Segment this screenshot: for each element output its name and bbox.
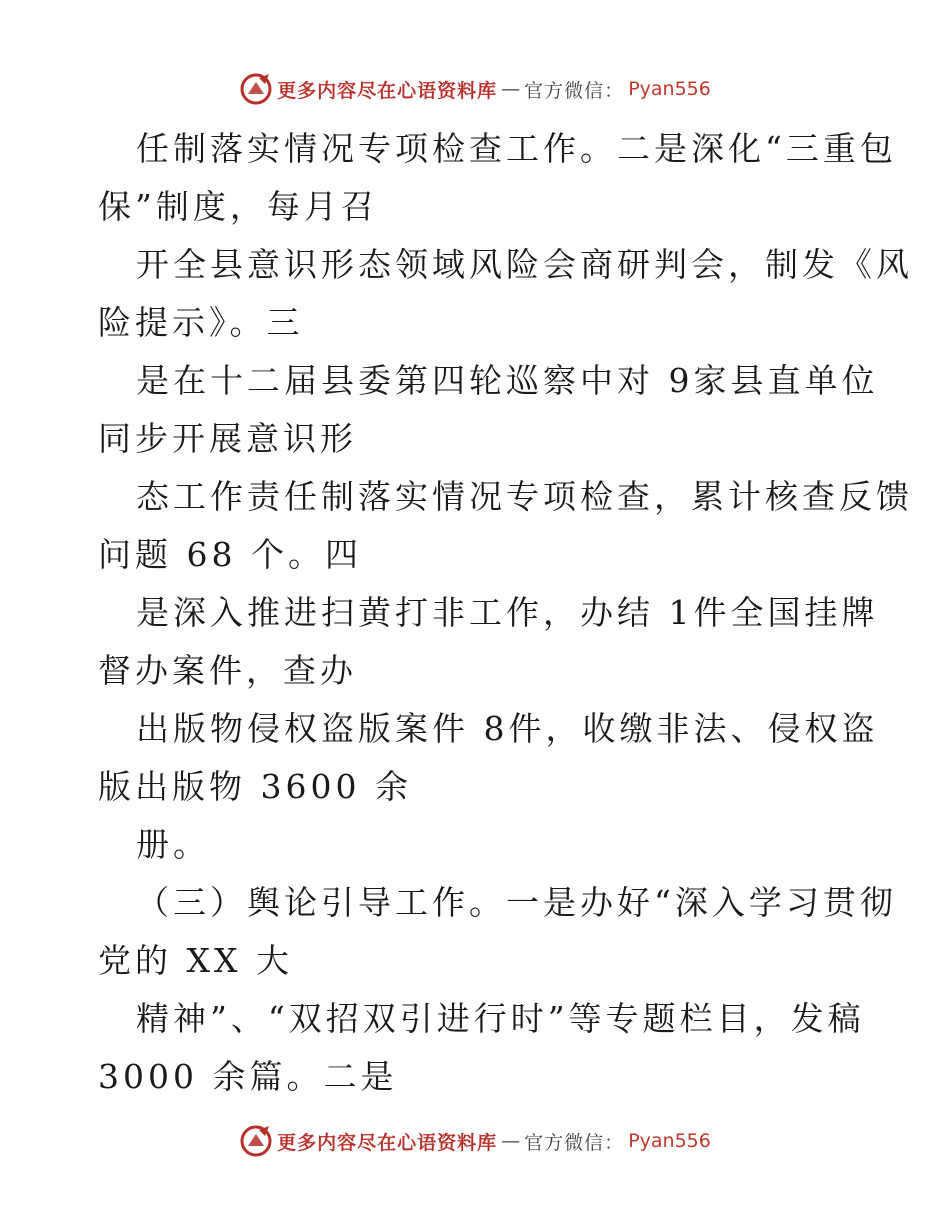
text-line: 任制落实情况专项检查工作。二是深化“三重包 <box>136 129 897 168</box>
text-line: 册。 <box>136 825 210 864</box>
text-line: 开全县意识形态领域风险会商研判会，制发《风 <box>136 245 913 284</box>
watermark-label: 官方微信： <box>524 1131 625 1154</box>
watermark-dash: — <box>501 78 521 100</box>
watermark-wechat-id: Pyan556 <box>628 78 711 100</box>
text-line: 是在十二届县委第四轮巡察中对 9家县直单位 <box>136 361 879 400</box>
brand-logo-icon <box>239 72 273 106</box>
text-line: 党的 XX 大 <box>98 941 293 980</box>
text-line: （三）舆论引导工作。一是办好“深入学习贯彻 <box>136 883 897 922</box>
text-line: 险提示》。三 <box>98 303 304 342</box>
text-line: 版出版物 3600 余 <box>98 767 412 806</box>
watermark-dash: — <box>501 1130 521 1152</box>
header-watermark <box>0 72 950 106</box>
brand-logo-icon <box>239 1124 273 1158</box>
text-line: 问题 68 个。四 <box>98 535 362 574</box>
text-line: 出版物侵权盗版案件 8件，收缴非法、侵权盗 <box>136 709 879 748</box>
text-line: 3000 余篇。二是 <box>98 1057 398 1096</box>
text-line: 精神”、“双招双引进行时”等专题栏目，发稿 <box>136 999 865 1038</box>
text-line: 保”制度，每月召 <box>98 187 378 226</box>
footer-watermark <box>0 1124 950 1158</box>
text-line: 是深入推进扫黄打非工作，办结 1件全国挂牌 <box>136 593 879 632</box>
watermark-wechat-id: Pyan556 <box>628 1130 711 1152</box>
text-line: 态工作责任制落实情况专项检查，累计核查反馈 <box>136 477 913 516</box>
document-body <box>98 120 913 1106</box>
text-line: 督办案件，查办 <box>98 651 357 690</box>
watermark-brand: 更多内容尽在心语资料库 <box>277 1131 498 1154</box>
text-line: 同步开展意识形 <box>98 419 357 458</box>
watermark-label: 官方微信： <box>524 79 625 102</box>
watermark-brand: 更多内容尽在心语资料库 <box>277 79 498 102</box>
